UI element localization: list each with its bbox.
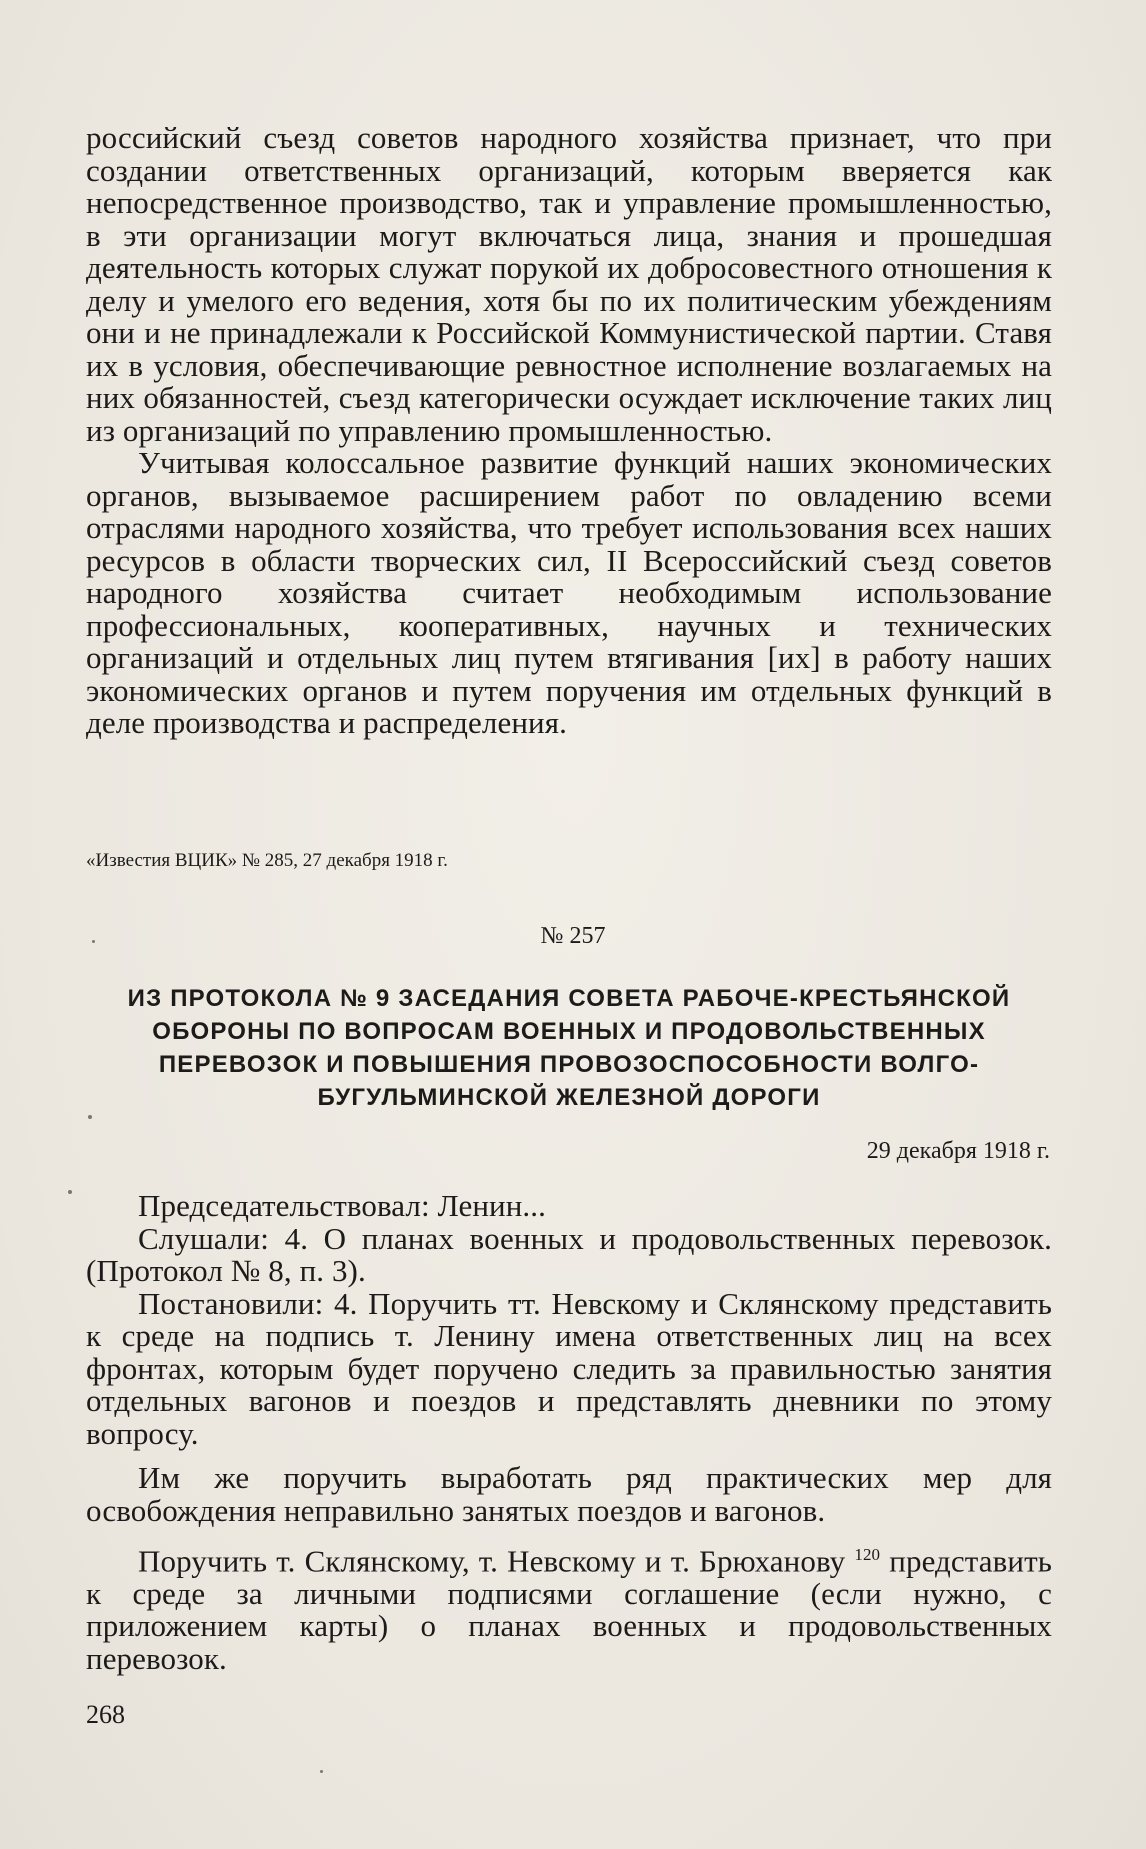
print-speck (68, 1190, 72, 1194)
page-number: 268 (86, 1700, 125, 1729)
paragraph-also-charge: Им же поручить выработать ряд практических мер для освобождения неправильно занятых поездов и вагонов. (86, 1460, 1052, 1528)
footnote-reference: 120 (854, 1545, 881, 1564)
paragraph-gap (86, 1527, 1052, 1539)
protocol-text-block (86, 1190, 1052, 1675)
paragraph-charge-sklyansky (86, 1539, 1052, 1675)
paragraph-continuation: российский съезд советов народного хозяйства признает, что при создании ответственных организаций, которым вверяется как непосредственное производство, так и управление промышленностью, в эти организации могут включаться лица, знания и прошедшая деятельность которых служат порукой их добросовестного отношения к делу и умелого его ведения, хотя бы по их политическим убеждениям они и не принадлежали к Российской Коммунистической партии. Ставя их в условия, обеспечивающие ревностное исполнение возлагаемых на них обязанностей, съезд категорически осуждает исключение таких лиц из организаций по управлению промышленностью. (86, 120, 1052, 448)
paragraph-text-after-ref: представить к среде за личными подписями соглашение (если нужно, с приложением карты) о планах военных и продовольственных перевозок. (86, 1543, 1052, 1676)
source-citation: «Известия ВЦИК» № 285, 27 декабря 1918 г. (86, 850, 448, 871)
document-heading: ИЗ ПРОТОКОЛА № 9 ЗАСЕДАНИЯ СОВЕТА РАБОЧЕ-КРЕСТЬЯНСКОЙ ОБОРОНЫ ПО ВОПРОСАМ ВОЕННЫХ И ПРОДОВОЛЬСТВЕННЫХ ПЕРЕВОЗОК И ПОВЫШЕНИЯ ПРОВОЗОСПОСОБНОСТИ ВОЛГО-БУГУЛЬМИНСКОЙ ЖЕЛЕЗНОЙ ДОРОГИ (127, 985, 1011, 1111)
paragraph-uchityvaya: Учитывая колоссальное развитие функций наших экономических органов, вызываемое расширением работ по овладению всеми отраслями народного хозяйства, что требует использования всех наших ресурсов в области творческих сил, II Всероссийский съезд советов народного хозяйства считает необходимым использование профессиональных, кооперативных, научных и технических организаций и отдельных лиц путем втягивания [их] в работу наших экономических органов и путем поручения им отдельных функций в деле производства и распределения. (86, 445, 1052, 740)
print-speck (92, 940, 95, 943)
print-speck (320, 1770, 323, 1773)
paragraph-heard: Слушали: 4. О планах военных и продовольственных перевозок. (Протокол № 8, п. 3). (86, 1220, 1052, 1288)
document-date: 29 декабря 1918 г. (866, 1138, 1050, 1164)
top-text-block (86, 122, 1052, 740)
paragraph-text-before-ref: Поручить т. Склянскому, т. Невскому и т. Брюханову (138, 1543, 846, 1579)
document-number: № 257 (540, 923, 606, 949)
print-speck (88, 1115, 92, 1119)
paragraph-chairman: Председательствовал: Ленин... (138, 1188, 546, 1223)
paragraph-resolved: Постановили: 4. Поручить тт. Невскому и Склянскому представить к среде на подпись т. Ленину имена ответственных лиц на всех фронтах, которым будет поручено следить за правильностью занятия отдельных вагонов и поездов и представлять дневники по этому вопросу. (86, 1285, 1052, 1451)
